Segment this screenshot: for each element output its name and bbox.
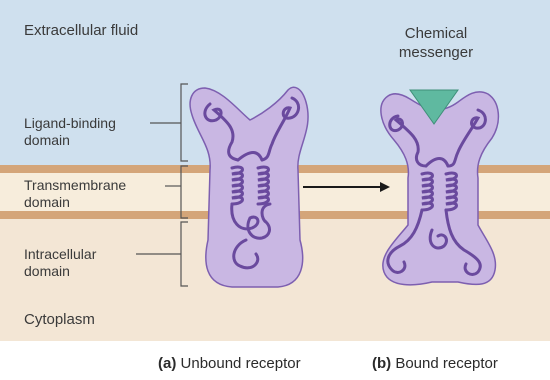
transmembrane-domain-label [24,177,126,211]
intracellular-bracket [181,222,188,286]
transmembrane-label-line1: Transmembrane [24,177,127,193]
intracellular-label-line2: domain [24,263,70,279]
chemical-messenger-label [384,24,488,62]
caption-bound [372,355,498,373]
caption-bound-text: Bound receptor [395,355,498,372]
messenger-label-line2: messenger [398,44,474,61]
caption-unbound [158,355,301,373]
transmembrane-bracket [181,166,188,218]
caption-bound-letter: (b) [372,355,392,372]
ligand-binding-label-line2: domain [24,132,70,148]
transmembrane-label-line2: domain [24,194,70,210]
intracellular-domain-label [24,246,96,280]
bound-receptor [381,90,499,285]
unbound-receptor [190,87,308,287]
caption-unbound-letter: (a) [158,355,177,372]
caption-unbound-text: Unbound receptor [180,355,301,372]
domain-brackets [136,84,188,286]
cytoplasm-label: Cytoplasm [24,311,95,328]
ligand-binding-domain-label [24,115,116,149]
extracellular-fluid-label: Extracellular fluid [24,22,139,39]
ligand-binding-label-line1: Ligand-binding [24,115,116,131]
messenger-label-line1: Chemical [404,25,468,42]
ligand-binding-bracket [181,84,188,161]
transition-arrow [303,182,390,192]
intracellular-label-line1: Intracellular [24,246,97,262]
